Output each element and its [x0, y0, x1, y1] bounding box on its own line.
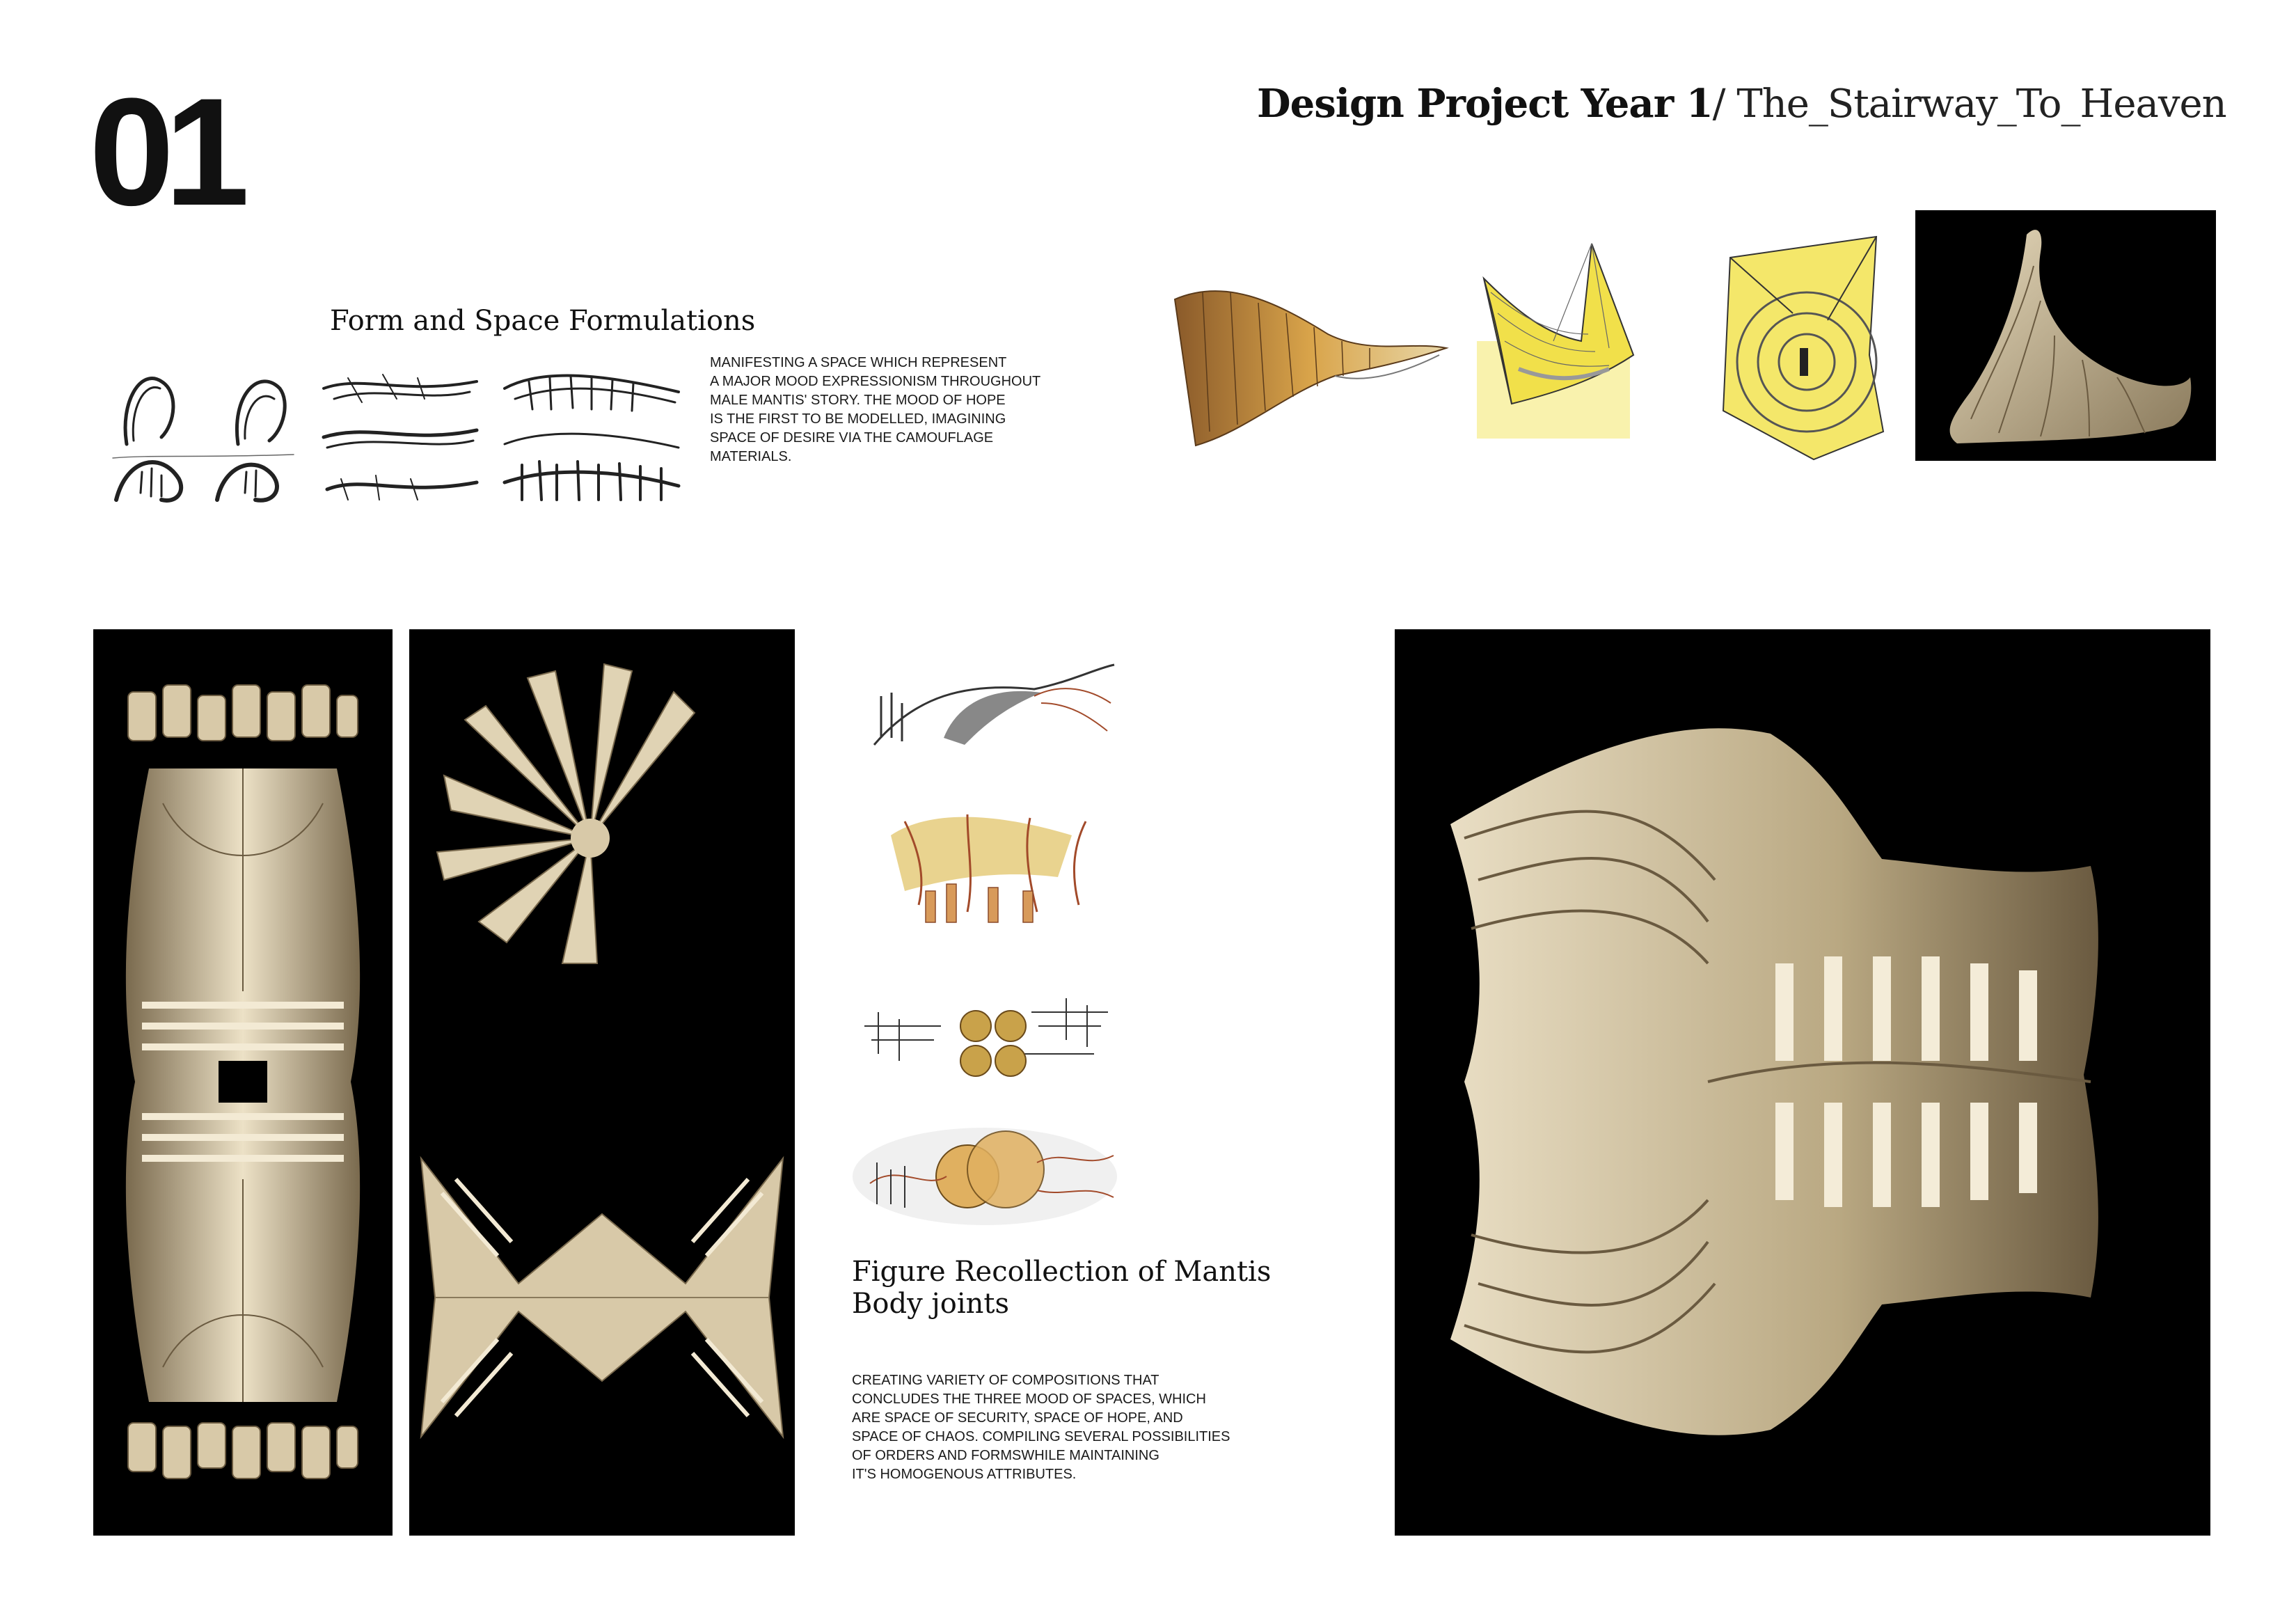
perspective-sketch-1 — [1161, 271, 1453, 452]
figure-section-description: CREATING VARIETY OF COMPOSITIONS THAT CONCLUDES THE THREE MOOD OF SPACES, WHICH ARE SPACE OF SECURITY, SPACE OF HOPE, AND SPACE OF CHAOS. COMPILING SEVERAL POSSIBILITIES OF ORDERS AND FORMSWHILE MAINTAINING IT'S HOMOGENOUS ATTRIBUTES. — [852, 1373, 1230, 1482]
view-sketch — [1709, 230, 1897, 470]
figure-section-heading-line2: Body joints — [852, 1288, 1010, 1320]
mantis-sketch-3 — [857, 984, 1115, 1096]
form-section-heading: Form and Space Formulations — [330, 305, 756, 337]
axonometric-sketch — [1470, 230, 1637, 446]
mantis-sketch-2 — [863, 794, 1114, 933]
mantis-sketch-4 — [849, 1121, 1121, 1232]
project-title — [1257, 81, 2226, 127]
model-photo-symmetric-tall — [93, 629, 393, 1536]
project-title-bold: Design Project Year 1 — [1257, 81, 1713, 127]
page-number: 01 — [89, 66, 240, 237]
project-title-rest: / The_Stairway_To_Heaven — [1712, 81, 2226, 127]
model-photo-top — [1915, 210, 2216, 461]
mantis-sketch-1 — [860, 654, 1118, 766]
form-section-description: MANIFESTING A SPACE WHICH REPRESENT A MAJOR MOOD EXPRESSIONISM THROUGHOUT MALE MANTIS' STORY. THE MOOD OF HOPE IS THE FIRST TO BE MODELLED, IMAGINING SPACE OF DESIRE VIA THE CAMOUFLAGE MATERIALS. — [710, 355, 1041, 464]
pencil-sketch-2 — [320, 361, 480, 508]
model-photo-radial-pair — [409, 629, 795, 1536]
figure-section-heading-line1: Figure Recollection of Mantis — [852, 1256, 1272, 1288]
model-photo-large — [1395, 629, 2210, 1536]
pencil-sketch-3 — [501, 361, 683, 508]
pencil-sketch-1 — [113, 361, 294, 508]
